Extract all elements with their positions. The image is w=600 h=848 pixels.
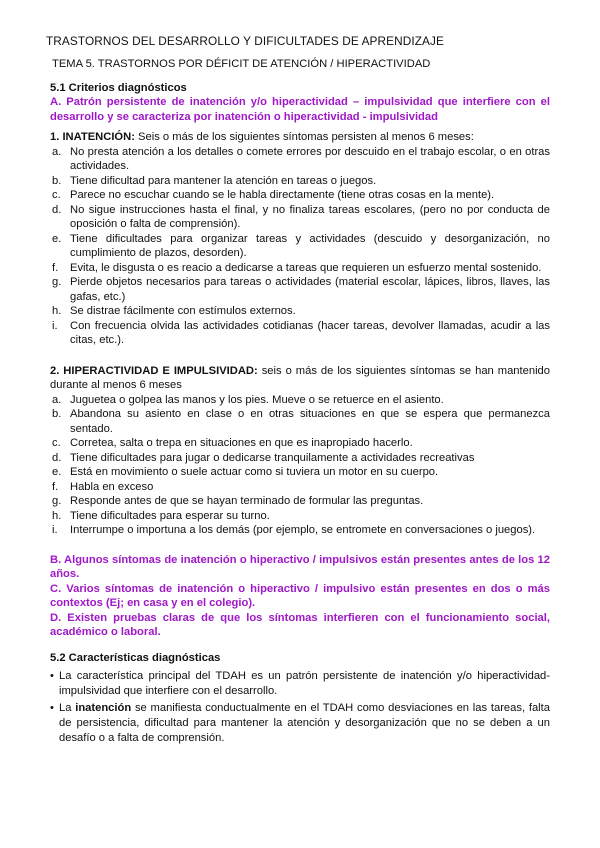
inatencion-list [50, 145, 550, 348]
group-hiperactividad-text: seis o más de los siguientes síntomas se han mantenido durante al menos 6 meses [50, 364, 550, 391]
bullet-text: La característica principal del TDAH es un patrón persistente de inatención y/o hiperactividad-impulsividad que interfiere con el desarrollo. [59, 669, 550, 697]
item-text: Tiene dificultades para organizar tareas y actividades (descuido y desorganización, no cumplimiento de plazos, desorden). [70, 232, 550, 259]
item-text: Abandona su asiento en clase o en otras situaciones en que se espera que permanezca sentado. [70, 408, 550, 435]
group-inatencion-title: 1. INATENCIÓN: [50, 131, 135, 143]
group-inatencion-text: Seis o más de los siguientes síntomas persisten al menos 6 meses: [134, 131, 474, 143]
section-heading-criterios: 5.1 Criterios diagnósticos [50, 82, 187, 94]
item-letter: e. [52, 232, 62, 245]
criterion-d: D. Existen pruebas claras de que los síntomas interfieren con el funcionamiento social, académico o laboral. [50, 611, 550, 638]
list-item [50, 232, 550, 261]
bullet-icon: • [50, 701, 54, 714]
course-title: TRASTORNOS DEL DESARROLLO Y DIFICULTADES DE APRENDIZAJE [46, 34, 444, 48]
list-item [50, 523, 550, 538]
list-item [50, 174, 550, 189]
list-item [50, 451, 550, 466]
bullet-text-pre: La [59, 701, 76, 714]
hiperactividad-list [50, 393, 550, 538]
item-letter: a. [52, 393, 62, 406]
list-item [50, 701, 550, 746]
item-letter: d. [52, 203, 62, 216]
bullet-text-bold: inatención [75, 701, 132, 714]
item-text: Interrumpe o importuna a los demás (por ejemplo, se entromete en conversaciones o juegos). [70, 524, 536, 536]
bullet-text-post: se manifiesta conductualmente en el TDAH como desviaciones en las tareas, falta de persistencia, dificultad para mantener la atención y desorganización que no se deben a un desafío o a falta de comprensión. [59, 701, 550, 744]
item-text: Tiene dificultades para esperar su turno. [70, 509, 270, 522]
section-heading-caracteristicas: 5.2 Características diagnósticas [50, 651, 221, 664]
item-letter: i. [52, 524, 58, 536]
item-text: Parece no escuchar cuando se le habla directamente (tiene otras cosas en la mente). [70, 189, 495, 201]
item-text: Con frecuencia olvida las actividades cotidianas (hacer tareas, devolver llamadas, acudir a las citas, etc.). [70, 319, 550, 346]
item-letter: c. [52, 437, 61, 449]
item-letter: g. [52, 495, 62, 507]
list-item [50, 261, 550, 276]
item-letter: h. [52, 305, 62, 317]
list-item [50, 275, 550, 304]
list-item [50, 145, 550, 174]
item-letter: i. [52, 319, 58, 332]
list-item [50, 465, 550, 480]
list-item [50, 188, 550, 203]
item-text: No sigue instrucciones hasta el final, y no finaliza tareas escolares, (pero no por conducta de oposición o falta de comprensión). [70, 203, 550, 230]
group-hiperactividad-title: 2. HIPERACTIVIDAD E IMPULSIVIDAD: [50, 364, 258, 377]
caracteristicas-list [50, 669, 550, 746]
item-letter: e. [52, 466, 62, 478]
item-text: Se distrae fácilmente con estímulos externos. [70, 305, 296, 317]
list-item [50, 669, 550, 699]
list-item [50, 509, 550, 524]
list-item [50, 436, 550, 451]
item-text: No presta atención a los detalles o comete errores por descuido en el trabajo escolar, o en otras actividades. [70, 145, 550, 172]
criterion-a: A. Patrón persistente de inatención y/o hiperactividad – impulsividad que interfiere con el desarrollo y se caracteriza por inatención o hiperactividad - impulsividad [50, 96, 550, 123]
item-text: Responde antes de que se hayan terminado de formular las preguntas. [70, 495, 424, 507]
item-text: Tiene dificultad para mantener la atención en tareas o juegos. [70, 174, 377, 187]
list-item [50, 203, 550, 232]
item-text: Tiene dificultades para jugar o dedicarse tranquilamente a actividades recreativas [70, 451, 475, 464]
item-letter: h. [52, 509, 62, 522]
tema-title: TEMA 5. TRASTORNOS POR DÉFICIT DE ATENCIÓN / HIPERACTIVIDAD [52, 58, 431, 70]
item-text: Habla en exceso [70, 480, 154, 493]
list-item [50, 407, 550, 436]
group-hiperactividad-intro [50, 364, 550, 393]
item-letter: f. [52, 480, 59, 493]
item-text: Evita, le disgusta o es reacio a dedicarse a tareas que requieren un esfuerzo mental sostenido. [70, 261, 542, 274]
item-letter: b. [52, 408, 62, 420]
group-inatencion-intro [50, 130, 550, 145]
item-letter: c. [52, 189, 61, 201]
item-text: Pierde objetos necesarios para tareas o actividades (material escolar, lápices, libros, llaves, las gafas, etc.) [70, 276, 550, 303]
list-item [50, 480, 550, 495]
item-text: Juguetea o golpea las manos y los pies. Mueve o se retuerce en el asiento. [70, 393, 444, 406]
list-item [50, 393, 550, 408]
item-letter: g. [52, 276, 62, 288]
item-text: Corretea, salta o trepa en situaciones en que es inapropiado hacerlo. [70, 437, 413, 449]
item-letter: d. [52, 451, 62, 464]
item-letter: a. [52, 145, 62, 158]
item-letter: f. [52, 261, 59, 274]
criteria-bcd [50, 553, 550, 640]
list-item [50, 304, 550, 319]
list-item [50, 319, 550, 348]
list-item [50, 494, 550, 509]
item-text: Está en movimiento o suele actuar como si tuviera un motor en su cuerpo. [70, 466, 439, 478]
criterion-b: B. Algunos síntomas de inatención o hiperactivo / impulsivos están presentes antes de los 12 años. [50, 553, 550, 580]
criterion-c: C. Varios síntomas de inatención o hiperactivo / impulsivo están presentes en dos o más contextos (Ej; en casa y en el colegio). [50, 582, 550, 609]
item-letter: b. [52, 174, 62, 187]
bullet-icon: • [50, 669, 54, 682]
